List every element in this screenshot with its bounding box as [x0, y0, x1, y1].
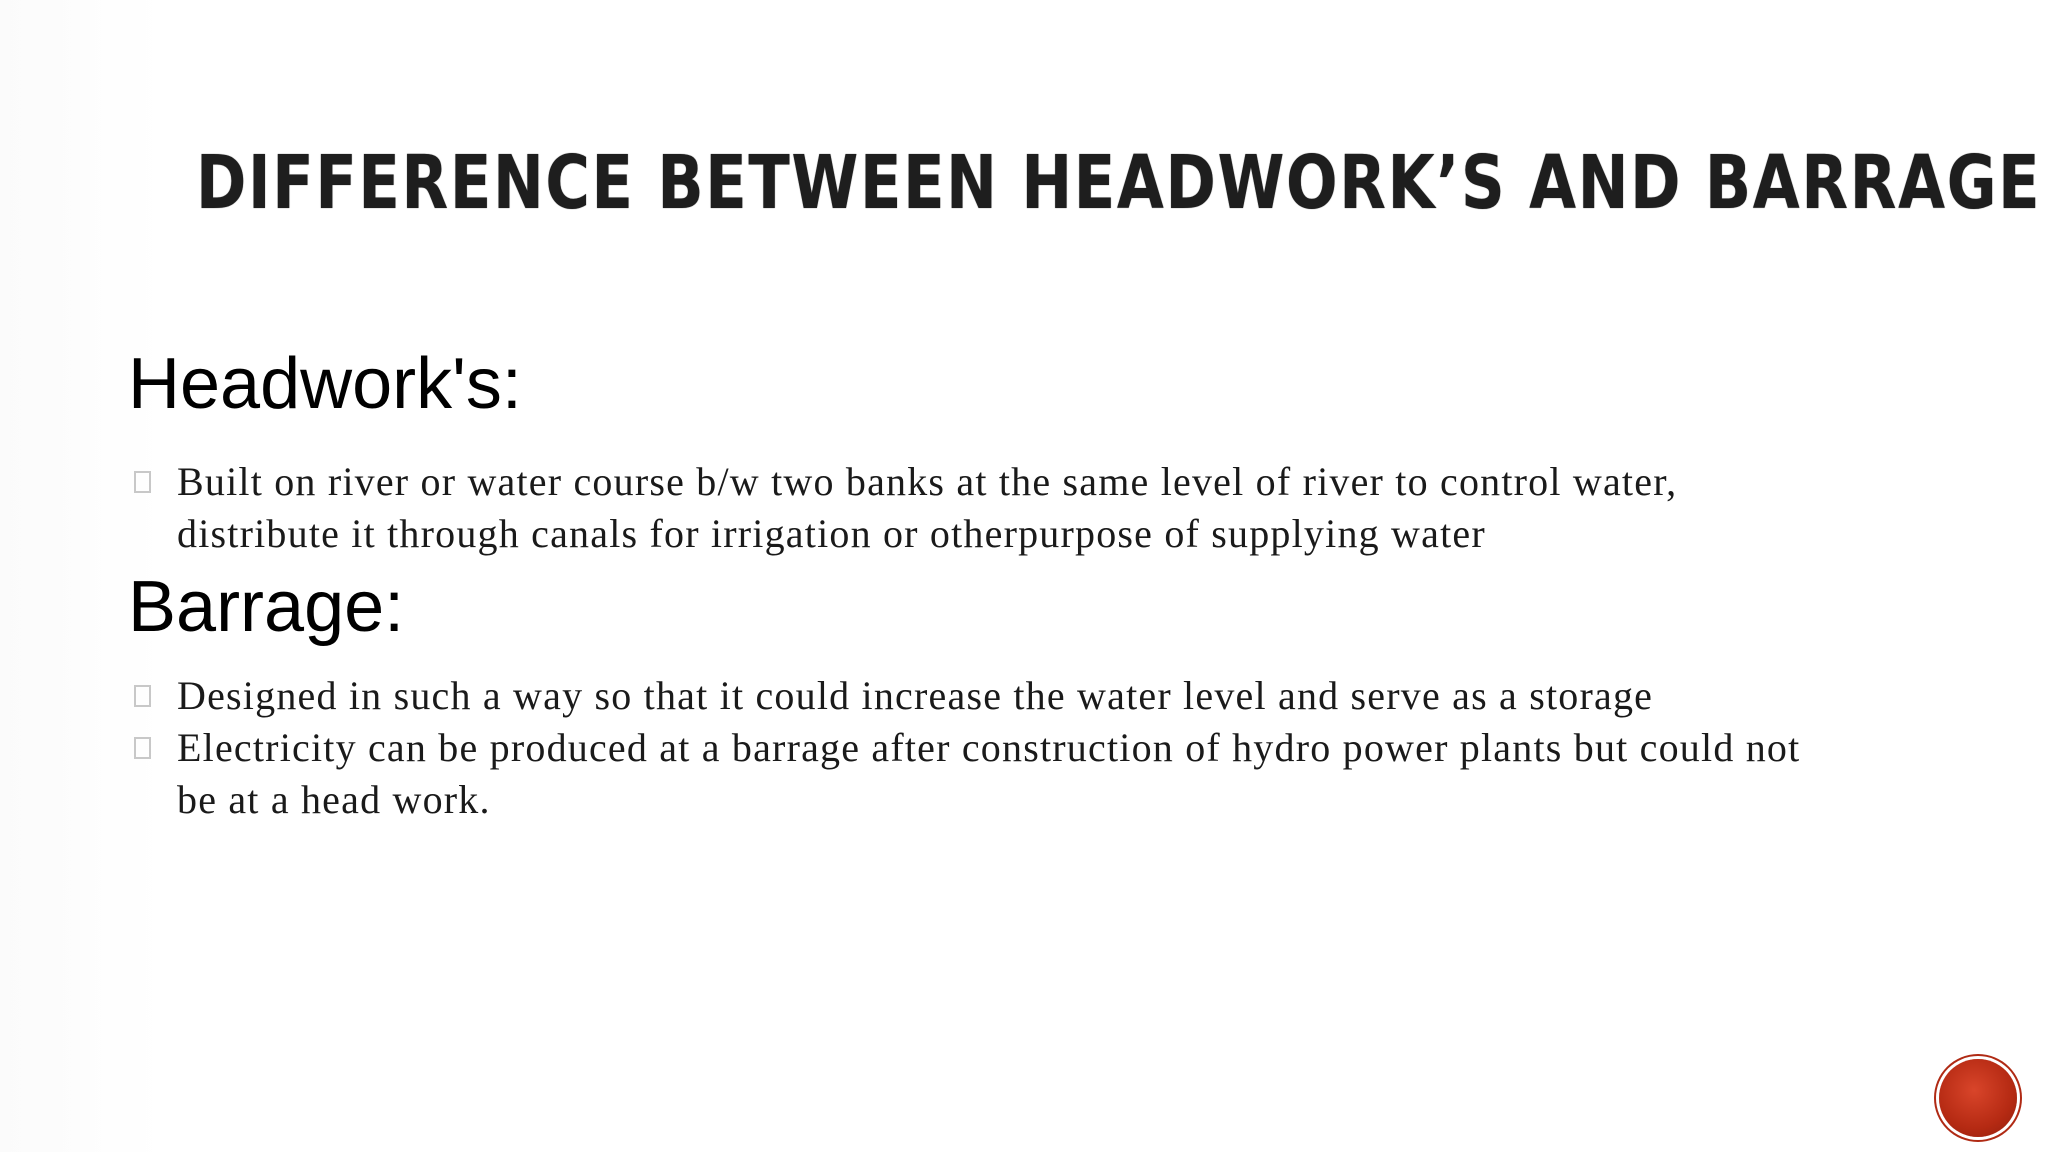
slide-title: DIFFERENCE BETWEEN HEADWORK’S AND BARRAGE: [196, 140, 2042, 226]
section-heading-headworks: Headwork's:: [128, 344, 522, 424]
empty-square-bullet-icon: [134, 737, 151, 759]
bullet-list-barrage: [128, 670, 1828, 826]
section-heading-barrage: Barrage:: [128, 567, 405, 647]
bullet-text: Designed in such a way so that it could increase the water level and serve as a storage: [177, 673, 1654, 718]
bullet-text: Electricity can be produced at a barrage after construction of hydro power plants but could not be at a head work.: [177, 725, 1801, 822]
bullet-item: [128, 456, 1828, 560]
bullet-text: Built on river or water course b/w two banks at the same level of river to control water, distribute it through canals for irrigation or otherpurpose of supplying water: [177, 459, 1678, 556]
bullet-item: [128, 670, 1828, 722]
bullet-list-headworks: [128, 456, 1828, 560]
bullet-item: [128, 722, 1828, 826]
empty-square-bullet-icon: [134, 471, 151, 493]
red-circle-nav-button[interactable]: [1939, 1059, 2017, 1137]
empty-square-bullet-icon: [134, 685, 151, 707]
